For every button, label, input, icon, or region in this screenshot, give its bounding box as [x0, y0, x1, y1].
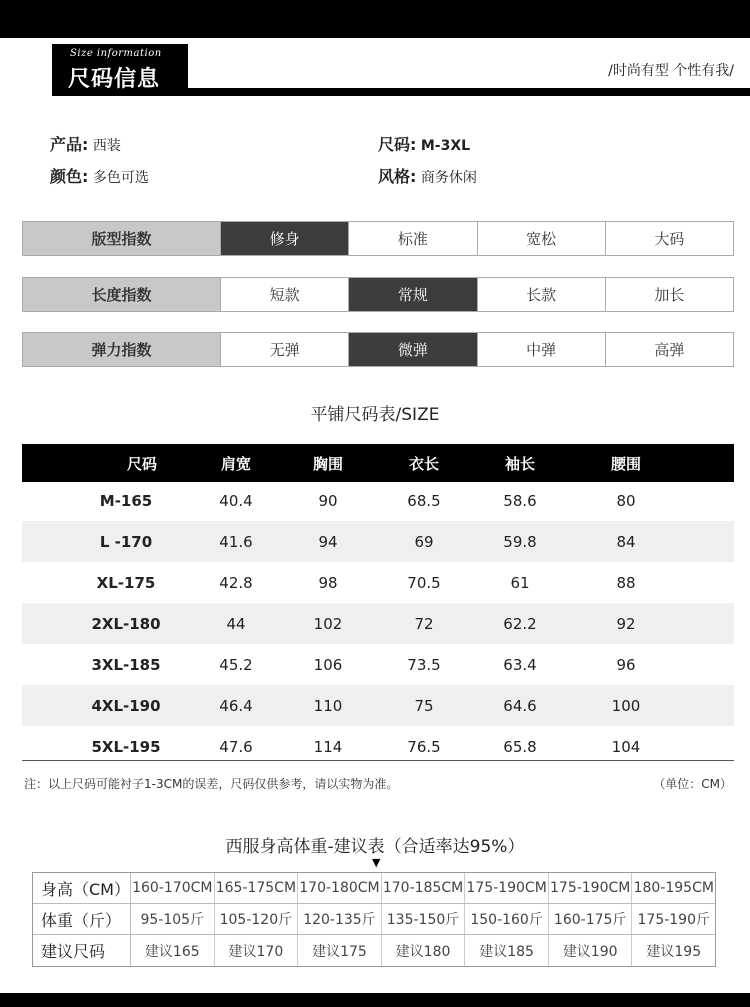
product-name: [50, 132, 121, 155]
product-color: [50, 164, 149, 187]
table-cell: 175-190斤: [637, 912, 710, 928]
stretch-index-label: 弹力指数: [23, 333, 221, 366]
fit-index-row: [22, 221, 734, 256]
table-row: [22, 603, 734, 644]
value-cell: 47.6: [219, 738, 253, 756]
value-cell: 76.5: [407, 738, 441, 756]
table-cell: 175-190CM: [465, 873, 549, 903]
fit-option: 修身: [221, 222, 349, 255]
table-cell: 120-135斤: [298, 904, 382, 934]
product-style: [378, 164, 477, 187]
table-cell: 165-175CM: [215, 873, 299, 903]
size-cell: XL-175: [96, 574, 156, 592]
length-option: 长款: [478, 278, 606, 311]
table-row: [33, 904, 715, 935]
row-header: 建议尺码: [33, 935, 131, 966]
value-cell: 92: [616, 615, 636, 633]
table-cell: 170-185CM: [382, 873, 466, 903]
header-slogan: /时尚有型 个性有我/: [608, 63, 734, 79]
table-cell: 建议195: [646, 943, 702, 960]
table-cell: 170-180CM: [298, 873, 382, 903]
stretch-index-row: [22, 332, 734, 367]
table-cell: 150-160斤: [465, 904, 549, 934]
value-cell: 90: [318, 492, 338, 510]
value-cell: 70.5: [407, 574, 441, 592]
recommend-table: [32, 872, 716, 967]
header-title-block: [52, 44, 188, 96]
value-cell: 88: [616, 574, 636, 592]
header-cell: 衣长: [408, 454, 440, 473]
page-header: [0, 38, 750, 96]
value-cell: 110: [313, 697, 343, 715]
size-note: 注：以上尺码可能衬子1-3CM的误差，尺码仅供参考，请以实物为准。: [24, 777, 399, 791]
value-cell: 63.4: [503, 656, 537, 674]
value-cell: 80: [616, 492, 636, 510]
value-cell: 68.5: [407, 492, 441, 510]
table-cell: 180-195CM: [633, 880, 714, 896]
size-table-title: 平铺尺码表/SIZE: [310, 405, 440, 425]
value-cell: 46.4: [219, 697, 253, 715]
table-row: [33, 873, 715, 904]
value-cell: 65.8: [503, 738, 537, 756]
value-cell: 41.6: [219, 533, 253, 551]
value-cell: 62.2: [503, 615, 537, 633]
header-divider: [188, 88, 750, 96]
length-index-label: 长度指数: [23, 278, 221, 311]
table-row: [22, 562, 734, 603]
value-cell: 100: [611, 697, 641, 715]
value-cell: 114: [313, 738, 343, 756]
table-cell: 160-170CM: [131, 873, 215, 903]
fit-index-label: 版型指数: [23, 222, 221, 255]
product-style-value: 商务休闲: [420, 170, 477, 186]
table-cell: 建议190: [549, 935, 633, 966]
product-size-label: 尺码:: [378, 135, 417, 154]
value-cell: 98: [318, 574, 338, 592]
product-name-value: 西装: [92, 138, 121, 154]
product-color-label: 颜色:: [50, 167, 89, 186]
table-cell: 建议170: [215, 935, 299, 966]
header-cell: 尺码: [126, 454, 158, 473]
value-cell: 44: [226, 615, 246, 633]
size-cell: 3XL-185: [91, 656, 161, 674]
product-color-value: 多色可选: [92, 170, 149, 186]
table-cell: 105-120斤: [215, 904, 299, 934]
recommend-title: 西服身高体重-建议表（合适率达95%）: [225, 837, 525, 857]
header-title: 尺码信息: [68, 67, 161, 92]
value-cell: 84: [616, 533, 636, 551]
row-header: 身高（CM）: [33, 873, 131, 903]
fit-option: 标准: [349, 222, 477, 255]
table-cell: 建议180: [382, 935, 466, 966]
bottom-black-bar: [0, 993, 750, 1007]
table-row: [33, 935, 715, 966]
value-cell: 94: [318, 533, 338, 551]
value-cell: 75: [414, 697, 434, 715]
table-cell: 95-105斤: [131, 904, 215, 934]
value-cell: 59.8: [503, 533, 537, 551]
table-cell: 160-175斤: [549, 904, 633, 934]
product-style-label: 风格:: [378, 167, 417, 186]
table-cell: 建议165: [131, 935, 215, 966]
header-subtitle: Size information: [70, 48, 162, 59]
size-cell: L -170: [99, 533, 153, 551]
table-row: [22, 521, 734, 562]
length-option: 短款: [221, 278, 349, 311]
stretch-option: 中弹: [478, 333, 606, 366]
value-cell: 96: [616, 656, 636, 674]
value-cell: 69: [414, 533, 434, 551]
table-row: [22, 644, 734, 685]
size-table-header: [22, 444, 734, 482]
table-cell: 建议185: [465, 935, 549, 966]
stretch-option: 无弹: [221, 333, 349, 366]
value-cell: 106: [313, 656, 343, 674]
header-cell: 腰围: [610, 454, 642, 473]
value-cell: 102: [313, 615, 343, 633]
fit-option: 宽松: [478, 222, 606, 255]
value-cell: 61: [510, 574, 530, 592]
value-cell: 42.8: [219, 574, 253, 592]
table-row: [22, 480, 734, 521]
stretch-option: 高弹: [654, 341, 685, 359]
header-cell: 胸围: [312, 454, 344, 473]
size-unit: （单位：CM）: [653, 777, 732, 791]
product-name-label: 产品:: [50, 135, 89, 154]
stretch-option: 微弹: [349, 333, 477, 366]
table-row: [22, 685, 734, 726]
value-cell: 64.6: [503, 697, 537, 715]
size-cell: 5XL-195: [91, 738, 161, 756]
value-cell: 104: [611, 738, 641, 756]
header-cell: 肩宽: [220, 454, 252, 473]
table-cell: 建议175: [298, 935, 382, 966]
value-cell: 58.6: [503, 492, 537, 510]
fit-option: 大码: [654, 230, 685, 248]
top-black-bar: [0, 0, 750, 38]
size-cell: 4XL-190: [91, 697, 161, 715]
down-arrow-icon: ▼: [372, 856, 381, 869]
size-cell: M-165: [99, 492, 153, 510]
row-header: 体重（斤）: [33, 904, 131, 934]
header-cell: 袖长: [504, 454, 536, 473]
value-cell: 45.2: [219, 656, 253, 674]
value-cell: 40.4: [219, 492, 253, 510]
product-size-value: M-3XL: [420, 138, 471, 154]
value-cell: 73.5: [407, 656, 441, 674]
product-size: [378, 132, 470, 155]
length-option: 常规: [349, 278, 477, 311]
value-cell: 72: [414, 615, 434, 633]
table-cell: 135-150斤: [382, 904, 466, 934]
length-index-row: [22, 277, 734, 312]
size-cell: 2XL-180: [91, 615, 161, 633]
length-option: 加长: [654, 286, 685, 304]
table-bottom-rule: [22, 760, 734, 761]
table-cell: 175-190CM: [549, 873, 633, 903]
